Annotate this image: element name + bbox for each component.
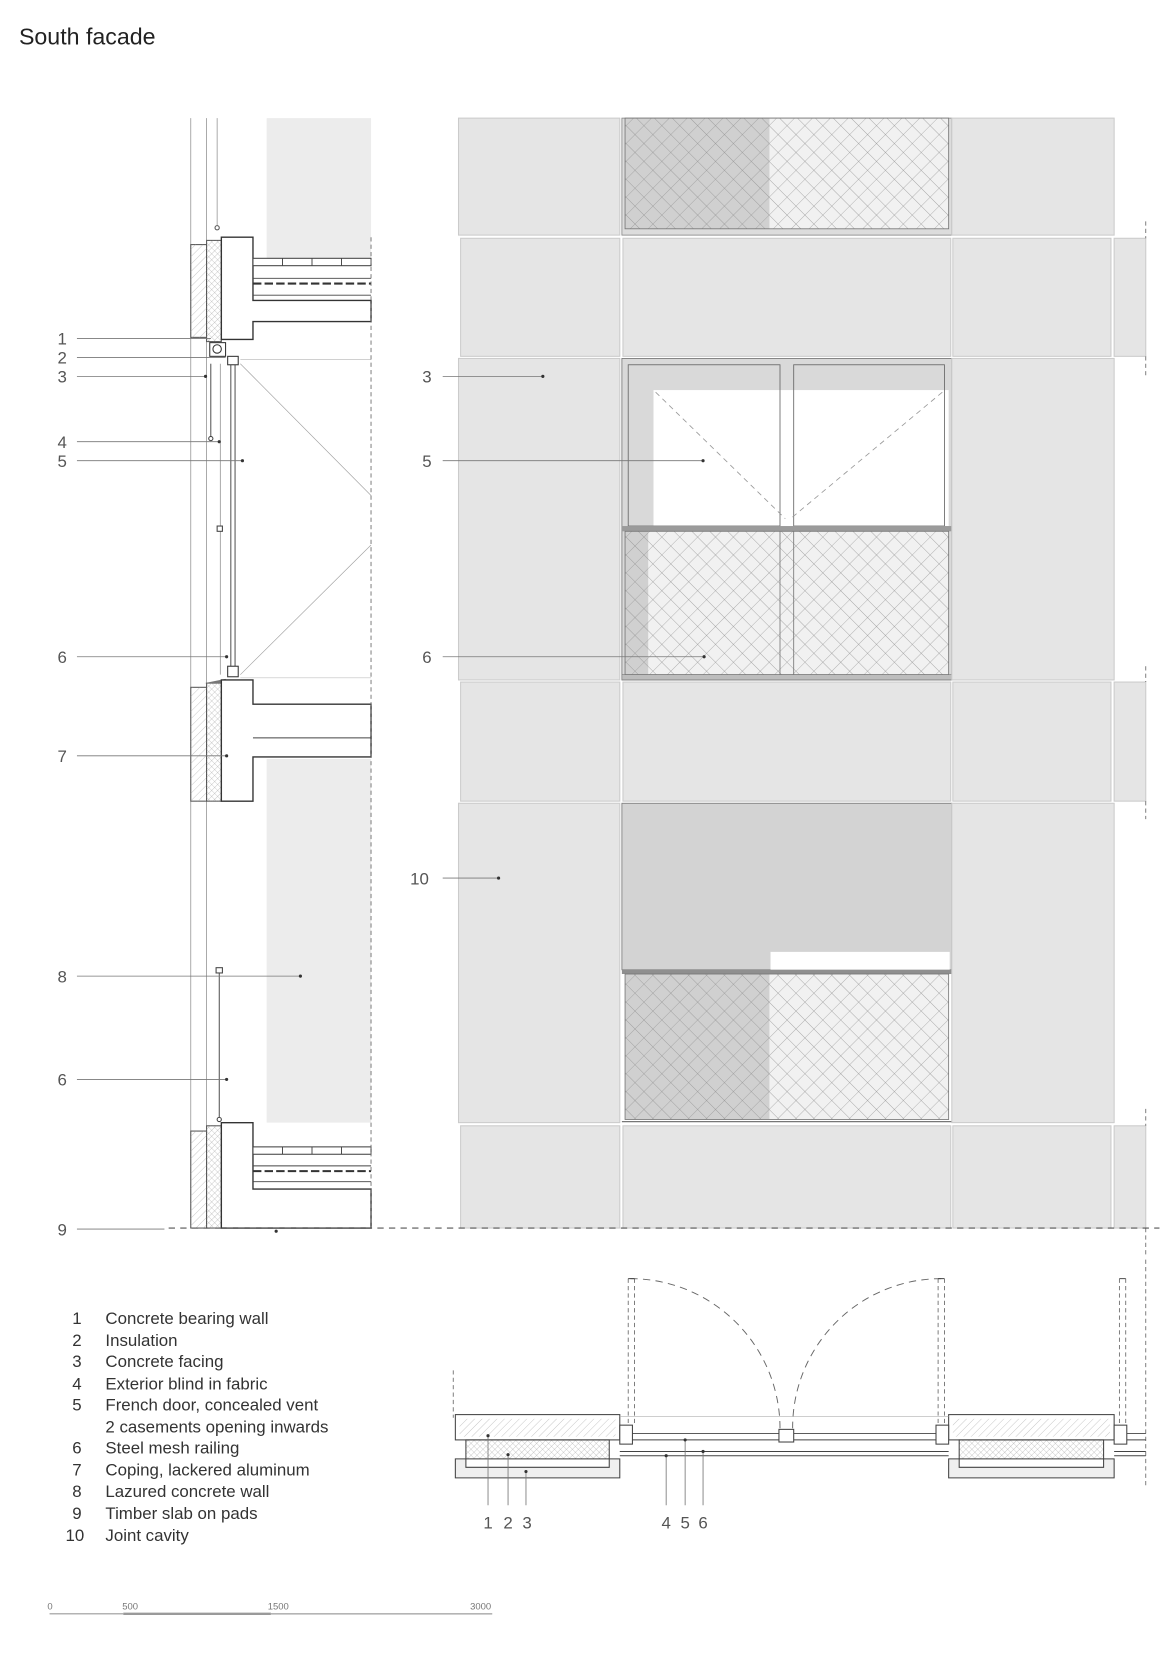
leader-dot [486, 1434, 489, 1437]
blind-cord-weight [215, 226, 219, 230]
legend-number: 3 [72, 1352, 82, 1372]
callout-label: 6 [422, 648, 432, 668]
concrete-facing [455, 1459, 619, 1478]
callout-label: 4 [661, 1513, 671, 1533]
facade-panel [623, 682, 951, 801]
section-callout-4 [57, 433, 220, 452]
plan-callout-3 [522, 1470, 531, 1533]
french-door-elevation [622, 358, 952, 679]
opening-notch [771, 952, 950, 970]
facade-panel [953, 1126, 1111, 1228]
insulation [207, 683, 222, 801]
legend-text: Lazured concrete wall [105, 1481, 270, 1501]
legend-number: 1 [72, 1308, 82, 1328]
facade-panel [461, 238, 620, 356]
legend-text: Exterior blind in fabric [105, 1374, 268, 1394]
legend-text-line2: 2 casements opening inwards [105, 1417, 329, 1437]
leader-dot [524, 1470, 527, 1473]
open-leaf-lines [628, 1279, 944, 1426]
bearing-wall-hatch [460, 1419, 616, 1437]
facade-panel [459, 358, 620, 679]
callout-label: 6 [57, 648, 67, 668]
leader-dot [275, 1230, 278, 1233]
leader-dot [204, 375, 207, 378]
legend-number: 8 [72, 1481, 82, 1501]
plan-wall-left [455, 1415, 619, 1478]
concrete-facing [191, 1131, 207, 1228]
legend-number: 2 [72, 1331, 82, 1351]
insulation [207, 240, 222, 341]
legend-text: Steel mesh railing [105, 1438, 240, 1458]
facade-panel [953, 682, 1111, 801]
facade-panel [952, 803, 1114, 1122]
callout-label: 6 [57, 1070, 67, 1090]
door-swing-arc-left [630, 1279, 780, 1429]
leader-dot [541, 375, 544, 378]
legend [65, 1309, 328, 1545]
plan-drawing [453, 1260, 1146, 1487]
legend-text: Insulation [105, 1331, 178, 1351]
lower-opening-elevation [622, 803, 952, 1121]
steel-mesh [625, 118, 949, 229]
facade-panel [459, 118, 620, 235]
door-swing-arc-right [793, 1279, 942, 1429]
callout-label: 10 [410, 869, 429, 889]
section-callouts [57, 330, 301, 1240]
scale-label: 1500 [267, 1601, 289, 1613]
door-swing-line [240, 545, 371, 675]
railing-top-rail [622, 526, 952, 531]
plan-callout-5 [680, 1438, 689, 1532]
scale-label: 500 [122, 1601, 139, 1613]
callout-label: 5 [422, 452, 432, 472]
lower-slab-section [191, 1123, 371, 1228]
sill [622, 675, 952, 680]
door-jamb [620, 1425, 633, 1444]
leader-dot [701, 459, 704, 462]
leader-dot [218, 440, 221, 443]
facade-panel [623, 238, 951, 356]
leader-dot [299, 975, 302, 978]
open-leaf-lines [1119, 1279, 1125, 1426]
facade-panel [623, 1126, 951, 1228]
leader-dot [241, 459, 244, 462]
callout-label: 2 [57, 348, 67, 368]
callout-label: 1 [483, 1513, 493, 1533]
elevation-drawing [459, 118, 1146, 1254]
callout-label: 3 [422, 367, 432, 387]
callout-label: 4 [57, 433, 67, 453]
facade-panel [953, 238, 1111, 356]
legend-text: Joint cavity [105, 1526, 189, 1546]
door-head-frame [228, 356, 239, 364]
facade-panel [459, 803, 620, 1122]
bearing-wall-bg [221, 1123, 371, 1228]
leader-dot [497, 877, 500, 880]
legend-number: 5 [72, 1395, 82, 1415]
section-callout-6-lower [57, 1071, 228, 1090]
facade-panel-partial [1114, 238, 1146, 356]
callout-label: 2 [503, 1513, 513, 1533]
insulation [207, 1126, 222, 1228]
leader-dot [703, 655, 706, 658]
legend-text: Concrete bearing wall [105, 1308, 269, 1328]
facade-panel [461, 1126, 620, 1228]
scale-label: 3000 [470, 1601, 492, 1613]
facade-panel [952, 358, 1114, 679]
door-swing-line [240, 364, 371, 496]
scale-bar [47, 1602, 492, 1614]
plan-door-partial [1114, 1279, 1146, 1456]
callout-label: 5 [680, 1513, 690, 1533]
section-callout-5 [57, 452, 244, 471]
legend-number: 9 [72, 1503, 82, 1523]
plan-callout-2 [503, 1453, 512, 1532]
bearing-wall-hatch [953, 1419, 1110, 1437]
steel-mesh [625, 974, 949, 1119]
legend-number: 10 [65, 1526, 85, 1546]
legend-number: 7 [72, 1460, 82, 1480]
upper-mesh-railing [622, 118, 952, 235]
callout-label: 9 [57, 1220, 67, 1240]
callout-label: 3 [57, 367, 67, 387]
callout-label: 1 [57, 329, 67, 349]
door-meeting-stile [779, 1429, 794, 1442]
blind-railing-line [620, 1452, 949, 1456]
glazing [654, 390, 949, 526]
leader-dot [506, 1453, 509, 1456]
railing-clip [216, 968, 222, 973]
callout-label: 3 [522, 1513, 532, 1533]
section-callout-8 [57, 967, 301, 986]
callout-label: 5 [57, 452, 67, 472]
leader-dot [225, 655, 228, 658]
insulation [959, 1440, 1103, 1459]
scale-label: 0 [47, 1601, 53, 1613]
leader-dot [225, 1078, 228, 1081]
interior-wall-lower [267, 759, 371, 1123]
leader-dot [684, 1438, 687, 1441]
steel-mesh [625, 531, 949, 674]
page-title: South facade [18, 23, 156, 50]
legend-text: Timber slab on pads [105, 1503, 258, 1523]
leader-dot [665, 1454, 668, 1457]
legend-number: 4 [72, 1374, 82, 1394]
legend-text: Concrete facing [105, 1352, 224, 1372]
legend-number: 6 [72, 1438, 82, 1458]
lazured-wall-block [622, 803, 952, 970]
blind-end [209, 436, 213, 440]
door-sill-frame [228, 666, 239, 677]
section-callout-1 [57, 330, 210, 349]
plan-callout-6 [698, 1450, 707, 1533]
facade-panel-partial [1114, 682, 1146, 801]
plan-french-door [620, 1279, 949, 1456]
section-callout-6-upper [57, 648, 228, 667]
railing-clip [217, 526, 222, 531]
french-door-section [209, 343, 371, 678]
facade-panel-partial [1114, 1126, 1146, 1228]
insulation [466, 1440, 609, 1459]
legend-text: French door, concealed vent [105, 1395, 319, 1415]
section-drawing [191, 118, 371, 1228]
plan-callout-4 [661, 1454, 670, 1532]
plan-wall-right [949, 1415, 1114, 1478]
facade-panel [461, 682, 620, 801]
leader-dot [701, 1450, 704, 1453]
legend-text: Coping, lackered aluminum [105, 1460, 310, 1480]
concrete-facing [191, 687, 207, 801]
railing-end [217, 1117, 221, 1121]
callout-label: 7 [57, 747, 67, 767]
door-jamb [936, 1425, 949, 1444]
railing-top-rail [622, 970, 952, 974]
concrete-facing [949, 1459, 1114, 1478]
interior-wall-upper [267, 118, 371, 258]
door-jamb [1114, 1425, 1127, 1444]
leader-dot [225, 754, 228, 757]
callout-label: 8 [57, 967, 67, 987]
concrete-facing [191, 245, 207, 338]
facade-panel [952, 118, 1114, 235]
section-callout-2 [57, 349, 225, 368]
section-callout-3 [57, 368, 207, 387]
callout-label: 6 [698, 1513, 708, 1533]
